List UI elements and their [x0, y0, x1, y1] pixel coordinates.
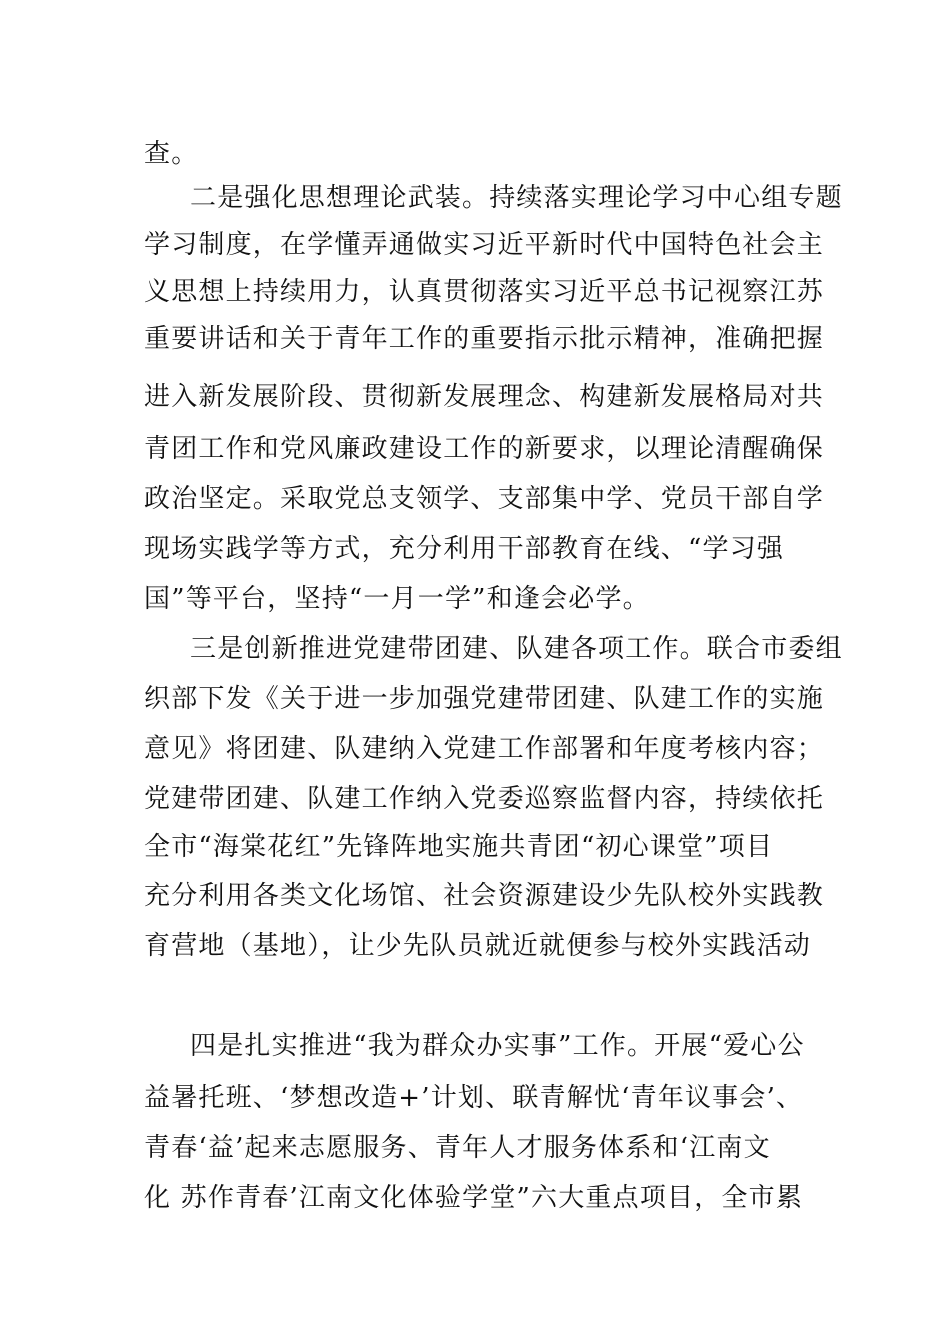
paragraph-4-start: 四是扎实推进“我为群众办实事”工作。开展“爱心公 [190, 1031, 805, 1061]
text-line: 政治坚定。采取党总支领学、支部集中学、党员干部自学 [144, 484, 825, 514]
paragraph-3-start: 三是创新推进党建带团建、队建各项工作。联合市委组 [190, 634, 843, 664]
text-line: 化 苏作青春’江南文化体验学堂”六大重点项目，全市累 [144, 1183, 804, 1213]
text-line: 现场实践学等方式，充分利用干部教育在线、“学习强 [144, 534, 785, 564]
text-line: 重要讲话和关于青年工作的重要指示批示精神，准确把握 [144, 324, 825, 354]
text-line: 国”等平台，坚持“一月一学”和逢会必学。 [144, 584, 650, 614]
text-line: 进入新发展阶段、贯彻新发展理念、构建新发展格局对共 [144, 382, 825, 412]
text-line: 益暑托班、‘梦想改造+’计划、联青解忧‘青年议事会’、 [144, 1083, 804, 1113]
text-line: 充分利用各类文化场馆、社会资源建设少先队校外实践教 [144, 881, 825, 911]
text-line: 育营地（基地），让少先队员就近就便参与校外实践活动 [144, 931, 812, 961]
text-line: 全市“海棠花红”先锋阵地实施共青团“初心课堂”项目 [144, 832, 774, 862]
text-line: 义思想上持续用力，认真贯彻落实习近平总书记视察江苏 [144, 277, 825, 307]
text-line: 织部下发《关于进一步加强党建带团建、队建工作的实施 [144, 684, 825, 714]
text-line: 青团工作和党风廉政建设工作的新要求，以理论清醒确保 [144, 434, 825, 464]
text-line: 党建带团建、队建工作纳入党委巡察监督内容，持续依托 [144, 784, 825, 814]
text-line: 查。 [144, 139, 199, 169]
text-line: 学习制度，在学懂弄通做实习近平新时代中国特色社会主 [144, 230, 825, 260]
text-line: 意见》将团建、队建纳入党建工作部署和年度考核内容； [144, 734, 825, 764]
text-line: 青春‘益’起来志愿服务、青年人才服务体系和‘江南文 [144, 1133, 771, 1163]
paragraph-2-start: 二是强化思想理论武装。持续落实理论学习中心组专题 [190, 183, 843, 213]
